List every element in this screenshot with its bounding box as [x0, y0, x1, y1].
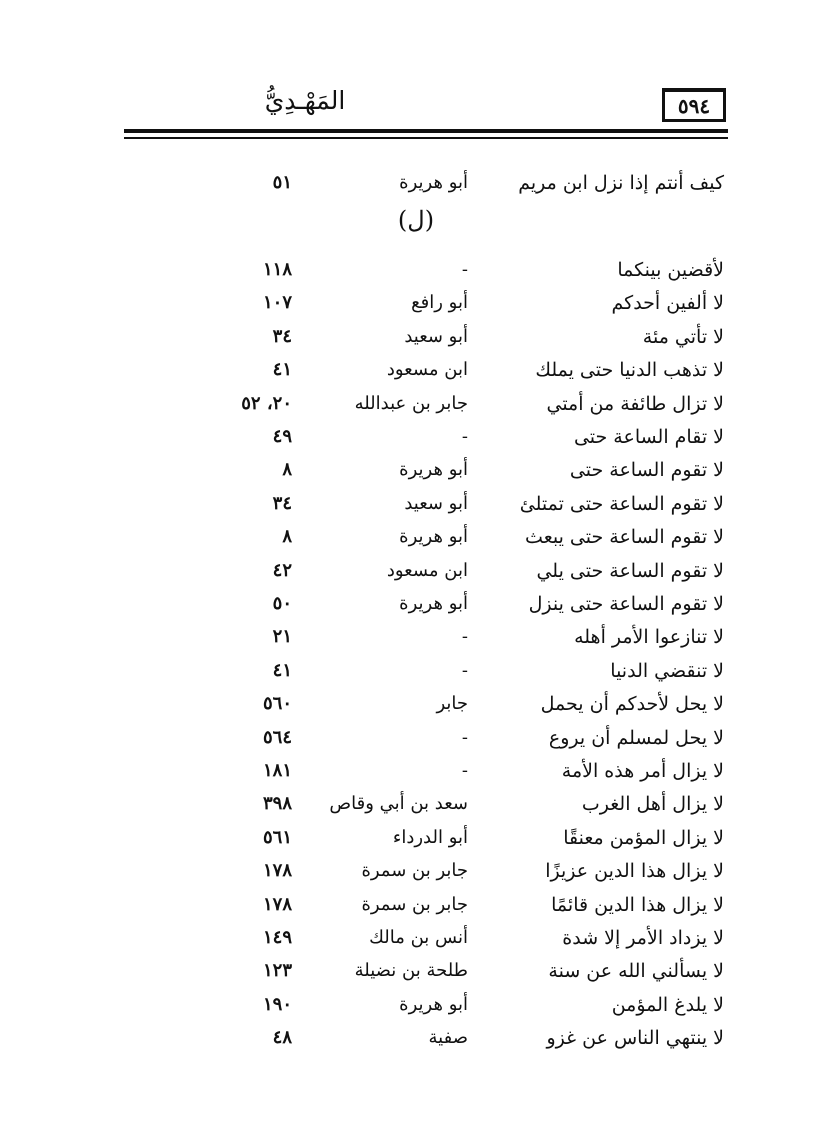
index-entry	[0, 587, 840, 621]
page-reference: ٥٦١	[262, 826, 292, 848]
narrator-name: -	[461, 259, 468, 280]
narrator-name: أبو رافع	[411, 292, 468, 314]
hadith-text: لا يحل لمسلم أن يروع	[548, 726, 724, 749]
page-reference: ٣٤	[272, 325, 292, 347]
narrator-name: جابر	[436, 693, 468, 715]
hadith-text: لا يزال هذا الدين عزيزًا	[545, 860, 724, 883]
hadith-text: لا يسألني الله عن سنة	[548, 960, 724, 983]
page-reference: ١٩٠	[262, 993, 292, 1015]
narrator-name: أبو هريرة	[399, 172, 468, 193]
page-reference: ٥١	[272, 172, 292, 193]
narrator-name: -	[461, 760, 468, 781]
narrator-name: أبو هريرة	[399, 459, 468, 481]
index-entry	[0, 286, 840, 320]
page-title: المَهْـدِيُّ	[264, 86, 346, 115]
narrator-name: جابر بن عبدالله	[354, 392, 468, 414]
narrator-name: أبو الدرداء	[392, 826, 468, 848]
header-rule-thick	[124, 129, 728, 133]
page-reference: ١٤٩	[262, 927, 292, 948]
page-reference: ٥٦٠	[262, 693, 292, 715]
narrator-name: ابن مسعود	[386, 359, 468, 381]
index-entry	[0, 921, 840, 955]
page-reference: ٢٠، ٥٢	[241, 392, 292, 414]
page-reference: ١١٨	[262, 259, 292, 280]
narrator-name: جابر بن سمرة	[361, 893, 468, 915]
index-entry	[0, 253, 840, 287]
page-reference: ٥٦٤	[262, 726, 292, 748]
index-entry	[0, 487, 840, 521]
narrator-name: طلحة بن نضيلة	[354, 960, 468, 982]
hadith-text: لا تنازعوا الأمر أهله	[574, 626, 724, 649]
page-reference: ٤٩	[272, 426, 292, 447]
narrator-name: أبو هريرة	[399, 593, 468, 614]
narrator-name: أبو سعيد	[404, 492, 468, 514]
page-reference: ١٨١	[262, 760, 292, 781]
narrator-name: أبو هريرة	[399, 526, 468, 548]
hadith-text: لا يزداد الأمر إلا شدة	[562, 927, 724, 949]
index-entry	[0, 888, 840, 922]
page-reference: ٣٩٨	[262, 793, 292, 815]
hadith-text: لا يحل لأحدكم أن يحمل	[540, 693, 724, 716]
hadith-text: لا يزال المؤمن معنقًا	[563, 826, 724, 849]
index-entry	[0, 754, 840, 788]
page-reference: ١٠٧	[262, 292, 292, 314]
index-entry	[0, 988, 840, 1022]
index-entry	[0, 387, 840, 421]
narrator-name: -	[461, 726, 468, 748]
page-reference: ٤٢	[272, 559, 292, 581]
header-rule-thin	[124, 137, 728, 139]
page-reference: ١٧٨	[262, 893, 292, 915]
hadith-text: لا ينتهي الناس عن غزو	[546, 1027, 724, 1050]
hadith-text: لا تقوم الساعة حتى ينزل	[528, 593, 724, 615]
page-reference: ٤١	[272, 659, 292, 681]
hadith-text: لا تقام الساعة حتى	[573, 426, 724, 448]
hadith-text: لا تقوم الساعة حتى يلي	[536, 559, 724, 582]
index-entry	[0, 854, 840, 888]
page-reference: ٢١	[272, 626, 292, 648]
page-reference: ٤١	[272, 359, 292, 381]
page-number-box	[662, 88, 726, 122]
page-reference: ٥٠	[272, 593, 292, 614]
page-reference: ١٧٨	[262, 860, 292, 882]
narrator-name: أنس بن مالك	[369, 927, 468, 948]
hadith-text: لا يلدغ المؤمن	[611, 993, 724, 1016]
index-entry	[0, 353, 840, 387]
narrator-name: -	[461, 626, 468, 648]
index-entry	[0, 687, 840, 721]
hadith-text: لا يزال أمر هذه الأمة	[561, 760, 724, 782]
index-entry	[0, 954, 840, 988]
index-entry	[0, 554, 840, 588]
index-entry	[0, 520, 840, 554]
section-letter: (ل)	[397, 206, 435, 234]
index-entry	[0, 453, 840, 487]
narrator-name: صفية	[428, 1027, 468, 1049]
index-entry	[0, 620, 840, 654]
hadith-text: لا تذهب الدنيا حتى يملك	[535, 359, 724, 382]
narrator-name: أبو هريرة	[399, 993, 468, 1015]
page-reference: ١٢٣	[262, 960, 292, 982]
hadith-text: لا تزال طائفة من أمتي	[546, 392, 724, 415]
narrator-name: ابن مسعود	[386, 559, 468, 581]
index-entry-first	[0, 166, 840, 200]
page-reference: ٤٨	[272, 1027, 292, 1049]
hadith-text: لا ألفين أحدكم	[611, 292, 724, 315]
hadith-text: كيف أنتم إذا نزل ابن مريم	[518, 172, 724, 194]
hadith-text: لا تقوم الساعة حتى	[569, 459, 724, 482]
index-entry	[0, 787, 840, 821]
index-entry	[0, 320, 840, 354]
narrator-name: -	[461, 426, 468, 447]
index-entry	[0, 420, 840, 454]
narrator-name: أبو سعيد	[404, 325, 468, 347]
narrator-name: -	[461, 659, 468, 681]
hadith-text: لا تنقضي الدنيا	[610, 659, 724, 682]
index-entry	[0, 1021, 840, 1055]
index-entry	[0, 821, 840, 855]
hadith-text: لا تأتي مئة	[642, 325, 724, 348]
narrator-name: سعد بن أبي وقاص	[329, 793, 468, 815]
narrator-name: جابر بن سمرة	[361, 860, 468, 882]
page-reference: ٣٤	[272, 492, 292, 514]
hadith-text: لا يزال هذا الدين قائمًا	[551, 893, 724, 916]
hadith-text: لا يزال أهل الغرب	[581, 793, 724, 816]
index-entry	[0, 654, 840, 688]
hadith-text: لا تقوم الساعة حتى يبعث	[525, 526, 724, 549]
hadith-text: لا تقوم الساعة حتى تمتلئ	[519, 492, 724, 515]
page-reference: ٨	[282, 526, 292, 548]
page-reference: ٨	[282, 459, 292, 481]
page-number: ٥٩٤	[677, 93, 711, 118]
index-entry	[0, 721, 840, 755]
hadith-text: لأقضين بينكما	[617, 259, 724, 281]
